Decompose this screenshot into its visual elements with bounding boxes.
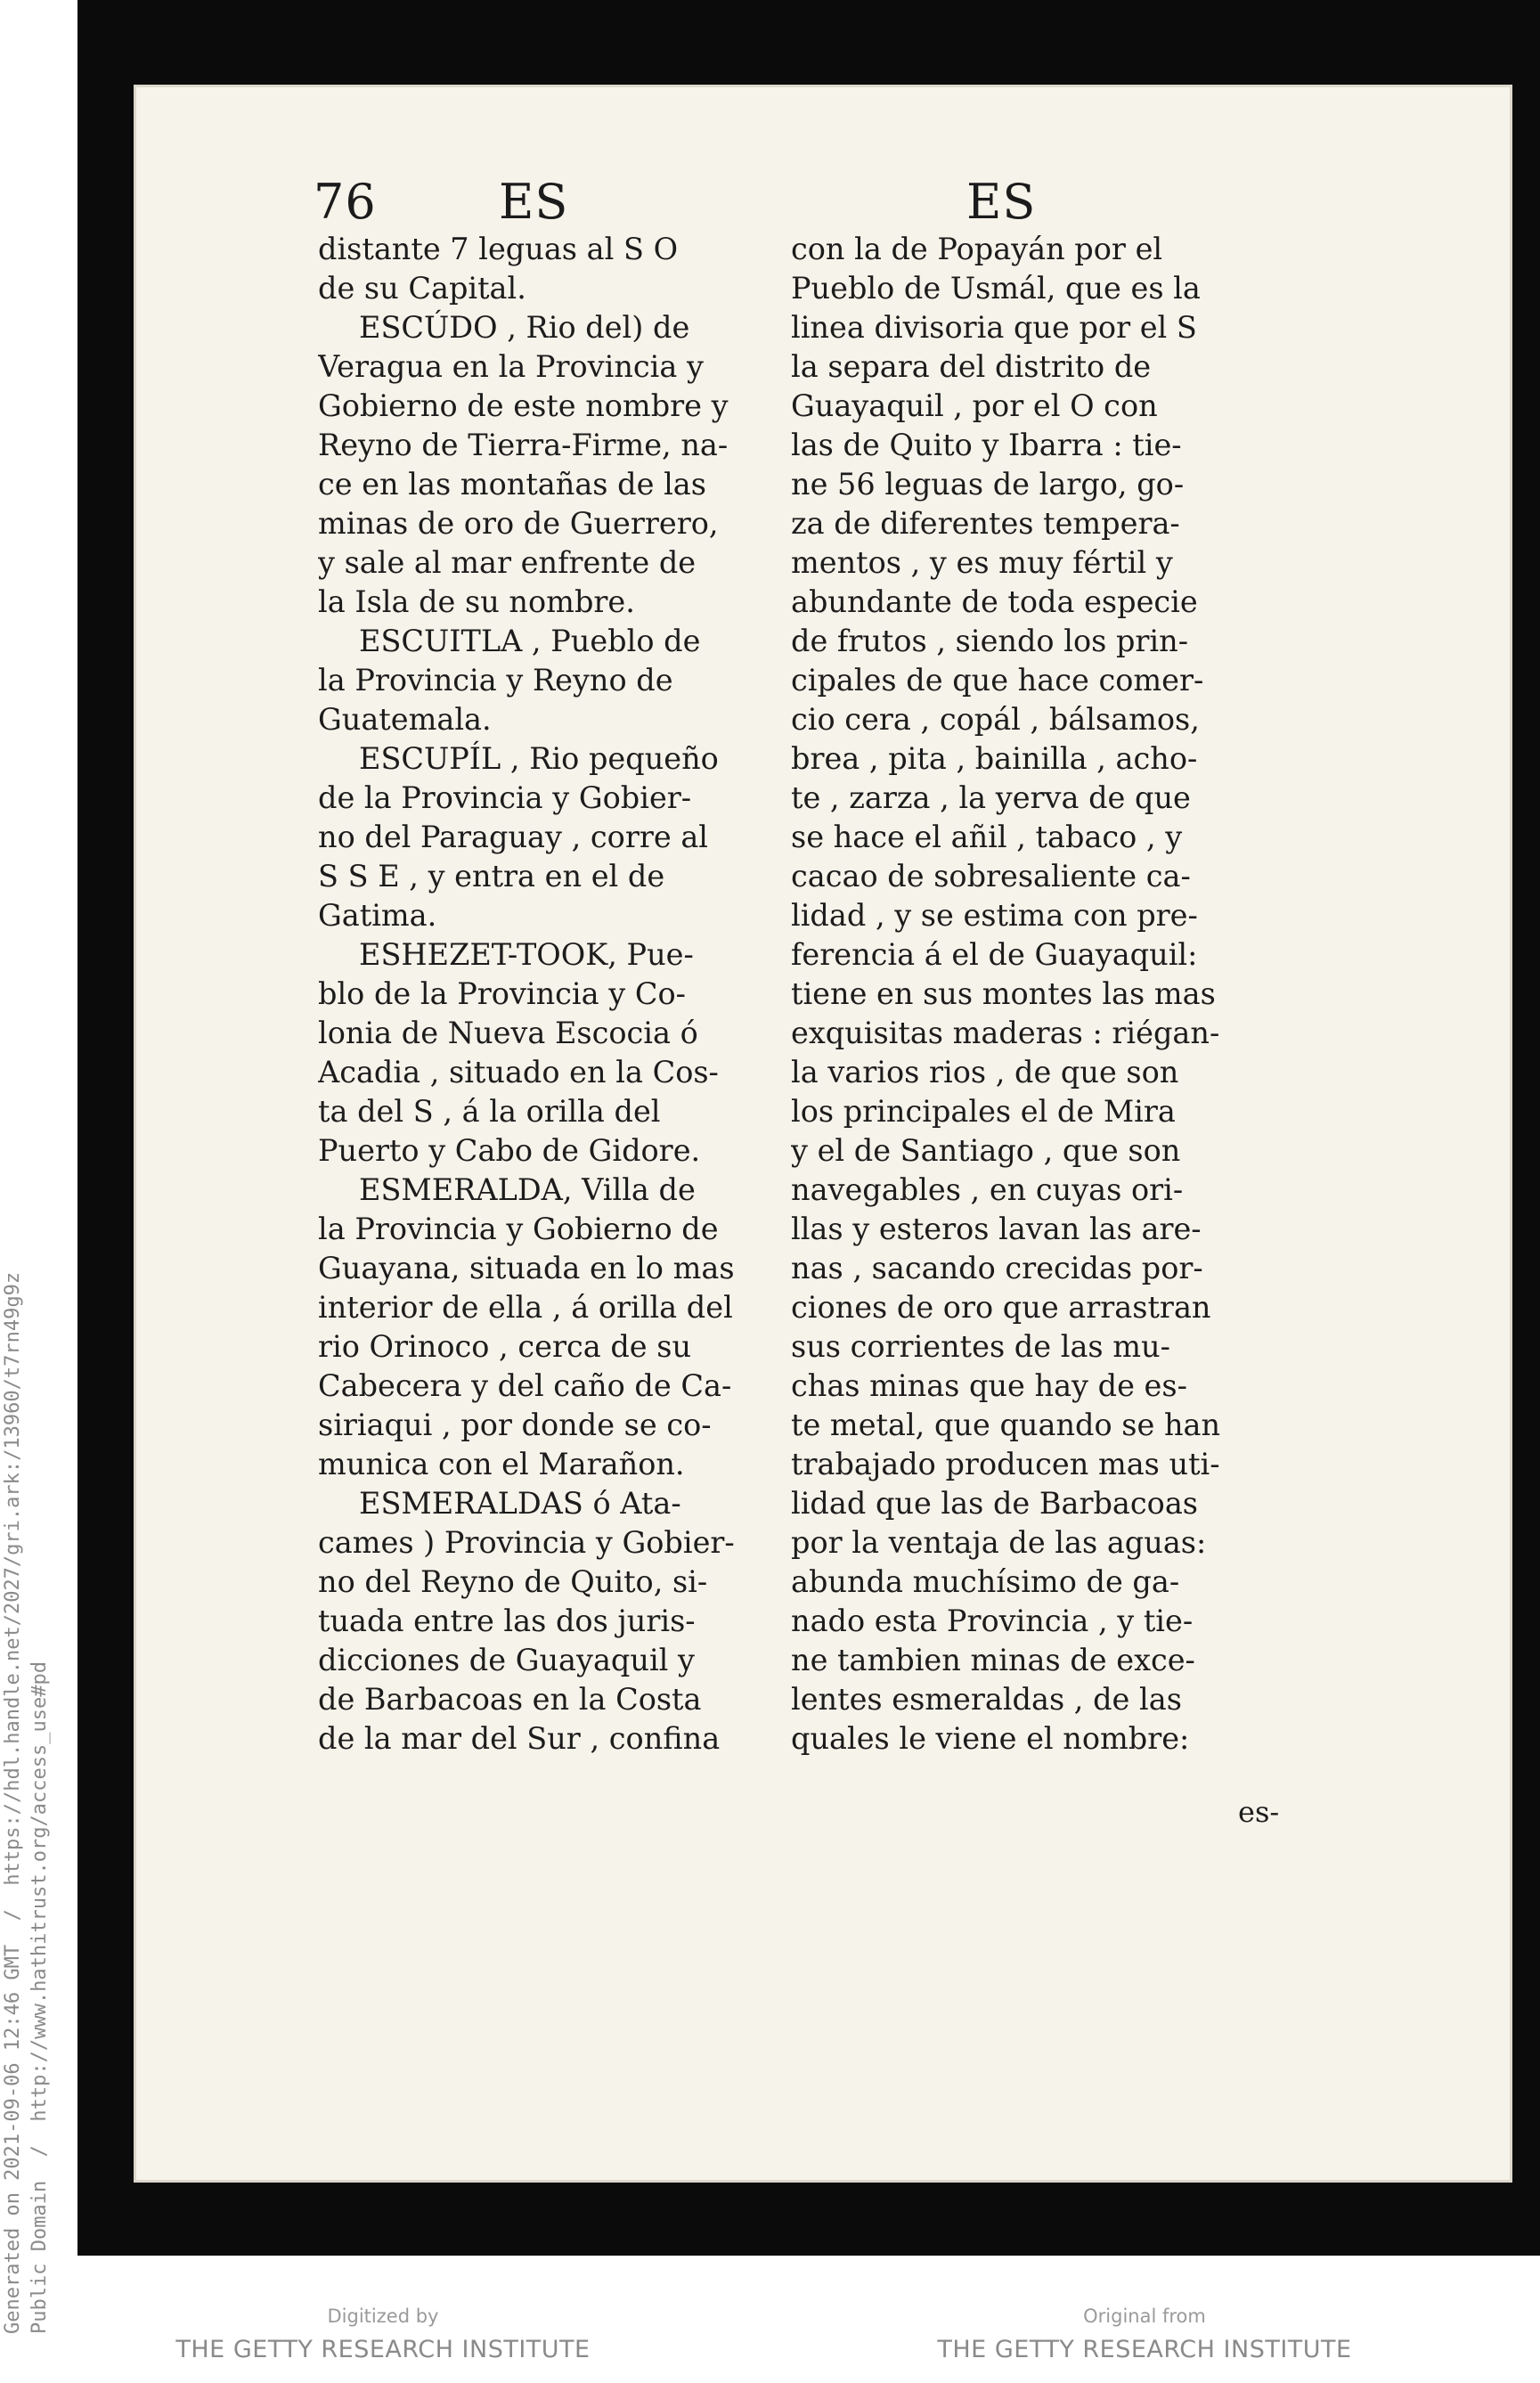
text-line: los principales el de Mira	[791, 1094, 1176, 1129]
entry-heading-line: ESMERALDAS ó Ata-	[359, 1486, 681, 1521]
text-line: ta del S , á la orilla del	[318, 1094, 661, 1129]
text-line: Acadia , situado en la Cos-	[318, 1055, 719, 1089]
text-line: linea divisoria que por el S	[791, 310, 1197, 345]
text-line: de Barbacoas en la Costa	[318, 1682, 702, 1717]
text-line: llas y esteros lavan las are-	[791, 1212, 1202, 1246]
text-line: sus corrientes de las mu-	[791, 1329, 1170, 1364]
text-line: lidad que las de Barbacoas	[791, 1486, 1198, 1521]
text-line: munica con el Marañon.	[318, 1447, 685, 1481]
text-line: Reyno de Tierra-Firme, na-	[318, 428, 729, 462]
text-line: distante 7 leguas al S O	[318, 232, 679, 266]
text-line: Cabecera y del caño de Ca-	[318, 1368, 732, 1403]
text-line: interior de ella , á orilla del	[318, 1290, 733, 1325]
catchword: es-	[1238, 1795, 1280, 1829]
entry-heading-line: ESCUITLA , Pueblo de	[359, 624, 701, 658]
text-line: chas minas que hay de es-	[791, 1368, 1187, 1403]
text-line: por la ventaja de las aguas:	[791, 1525, 1207, 1560]
text-line: abunda muchísimo de ga-	[791, 1564, 1180, 1599]
text-line: tuada entre las dos juris-	[318, 1604, 696, 1638]
text-line: y sale al mar enfrente de	[318, 545, 697, 580]
text-line: Guatemala.	[318, 702, 492, 737]
entry-heading-line: ESCUPÍL , Rio pequeño	[359, 741, 719, 776]
text-line: Guayaquil , por el O con	[791, 388, 1158, 423]
text-line: Gobierno de este nombre y	[318, 388, 729, 423]
text-line: Veragua en la Provincia y	[318, 349, 704, 384]
text-line: exquisitas maderas : riégan-	[791, 1016, 1220, 1050]
text-line: nado esta Provincia , y tie-	[791, 1604, 1194, 1638]
text-line: no del Reyno de Quito, si-	[318, 1564, 708, 1599]
text-line: lonia de Nueva Escocia ó	[318, 1016, 698, 1050]
text-line: Gatima.	[318, 898, 437, 933]
text-line: S S E , y entra en el de	[318, 859, 665, 894]
entry-heading-line: ESHEZET-TOOK, Pue-	[359, 937, 694, 972]
original-from-label: Original from	[1083, 2305, 1206, 2327]
text-line: ferencia á el de Guayaquil:	[791, 937, 1198, 972]
right-text-column	[791, 230, 1254, 1759]
hathitrust-side-note	[0, 1272, 53, 2334]
running-head-right: ES	[966, 174, 1037, 230]
text-line: de la Provincia y Gobier-	[318, 780, 692, 815]
text-line: dicciones de Guayaquil y	[318, 1643, 695, 1677]
page-number: 76	[314, 174, 377, 230]
text-line: siriaqui , por donde se co-	[318, 1408, 712, 1442]
text-line: ne 56 leguas de largo, go-	[791, 467, 1185, 502]
rights-note: Public Domain / http://www.hathitrust.org/access_use#pd	[29, 1661, 51, 2334]
text-line: se hace el añil , tabaco , y	[791, 820, 1183, 854]
text-line: rio Orinoco , cerca de su	[318, 1329, 692, 1364]
text-line: cipales de que hace comer-	[791, 663, 1204, 698]
text-line: de frutos , siendo los prin-	[791, 624, 1189, 658]
text-line: las de Quito y Ibarra : tie-	[791, 428, 1182, 462]
text-line: tiene en sus montes las mas	[791, 976, 1216, 1011]
text-line: lentes esmeraldas , de las	[791, 1682, 1182, 1717]
text-line: la Provincia y Gobierno de	[318, 1212, 719, 1246]
text-line: cacao de sobresaliente ca-	[791, 859, 1191, 894]
text-line: quales le viene el nombre:	[791, 1721, 1190, 1756]
text-line: navegables , en cuyas ori-	[791, 1172, 1184, 1207]
left-text-column	[318, 230, 781, 1759]
text-line: la separa del distrito de	[791, 349, 1152, 384]
generation-note: Generated on 2021-09-06 12:46 GMT / https://hdl.handle.net/2027/gri.ark:/13960/t7rn49g9z	[2, 1271, 24, 2334]
entry-heading-line: ESCÚDO , Rio del) de	[359, 310, 690, 345]
text-line: te metal, que quando se han	[791, 1408, 1221, 1442]
text-line: lidad , y se estima con pre-	[791, 898, 1198, 933]
text-line: te , zarza , la yerva de que	[791, 780, 1191, 815]
text-line: nas , sacando crecidas por-	[791, 1251, 1203, 1285]
text-line: minas de oro de Guerrero,	[318, 506, 719, 541]
running-head-left: ES	[499, 174, 569, 230]
text-line: za de diferentes tempera-	[791, 506, 1180, 541]
text-line: no del Paraguay , corre al	[318, 820, 709, 854]
text-line: cio cera , copál , bálsamos,	[791, 702, 1200, 737]
text-line: la varios rios , de que son	[791, 1055, 1179, 1089]
text-line: con la de Popayán por el	[791, 232, 1163, 266]
digitized-by-label: Digitized by	[327, 2305, 439, 2327]
text-line: Guayana, situada en lo mas	[318, 1251, 735, 1285]
text-line: Puerto y Cabo de Gidore.	[318, 1133, 701, 1168]
text-line: ciones de oro que arrastran	[791, 1290, 1211, 1325]
text-line: y el de Santiago , que son	[791, 1133, 1181, 1168]
text-line: ne tambien minas de exce-	[791, 1643, 1195, 1677]
entry-heading-line: ESMERALDA, Villa de	[359, 1172, 696, 1207]
text-line: cames ) Provincia y Gobier-	[318, 1525, 735, 1560]
text-line: abundante de toda especie	[791, 584, 1198, 619]
text-line: trabajado producen mas uti-	[791, 1447, 1220, 1481]
text-line: de su Capital.	[318, 271, 526, 306]
original-institution: THE GETTY RESEARCH INSTITUTE	[937, 2336, 1352, 2363]
text-line: mentos , y es muy fértil y	[791, 545, 1173, 580]
digitizing-institution: THE GETTY RESEARCH INSTITUTE	[175, 2336, 591, 2363]
text-line: la Isla de su nombre.	[318, 584, 635, 619]
text-line: la Provincia y Reyno de	[318, 663, 673, 698]
text-line: blo de la Provincia y Co-	[318, 976, 686, 1011]
text-line: ce en las montañas de las	[318, 467, 706, 502]
text-line: de la mar del Sur , confina	[318, 1721, 721, 1756]
text-line: Pueblo de Usmál, que es la	[791, 271, 1201, 306]
text-line: brea , pita , bainilla , acho-	[791, 741, 1198, 776]
